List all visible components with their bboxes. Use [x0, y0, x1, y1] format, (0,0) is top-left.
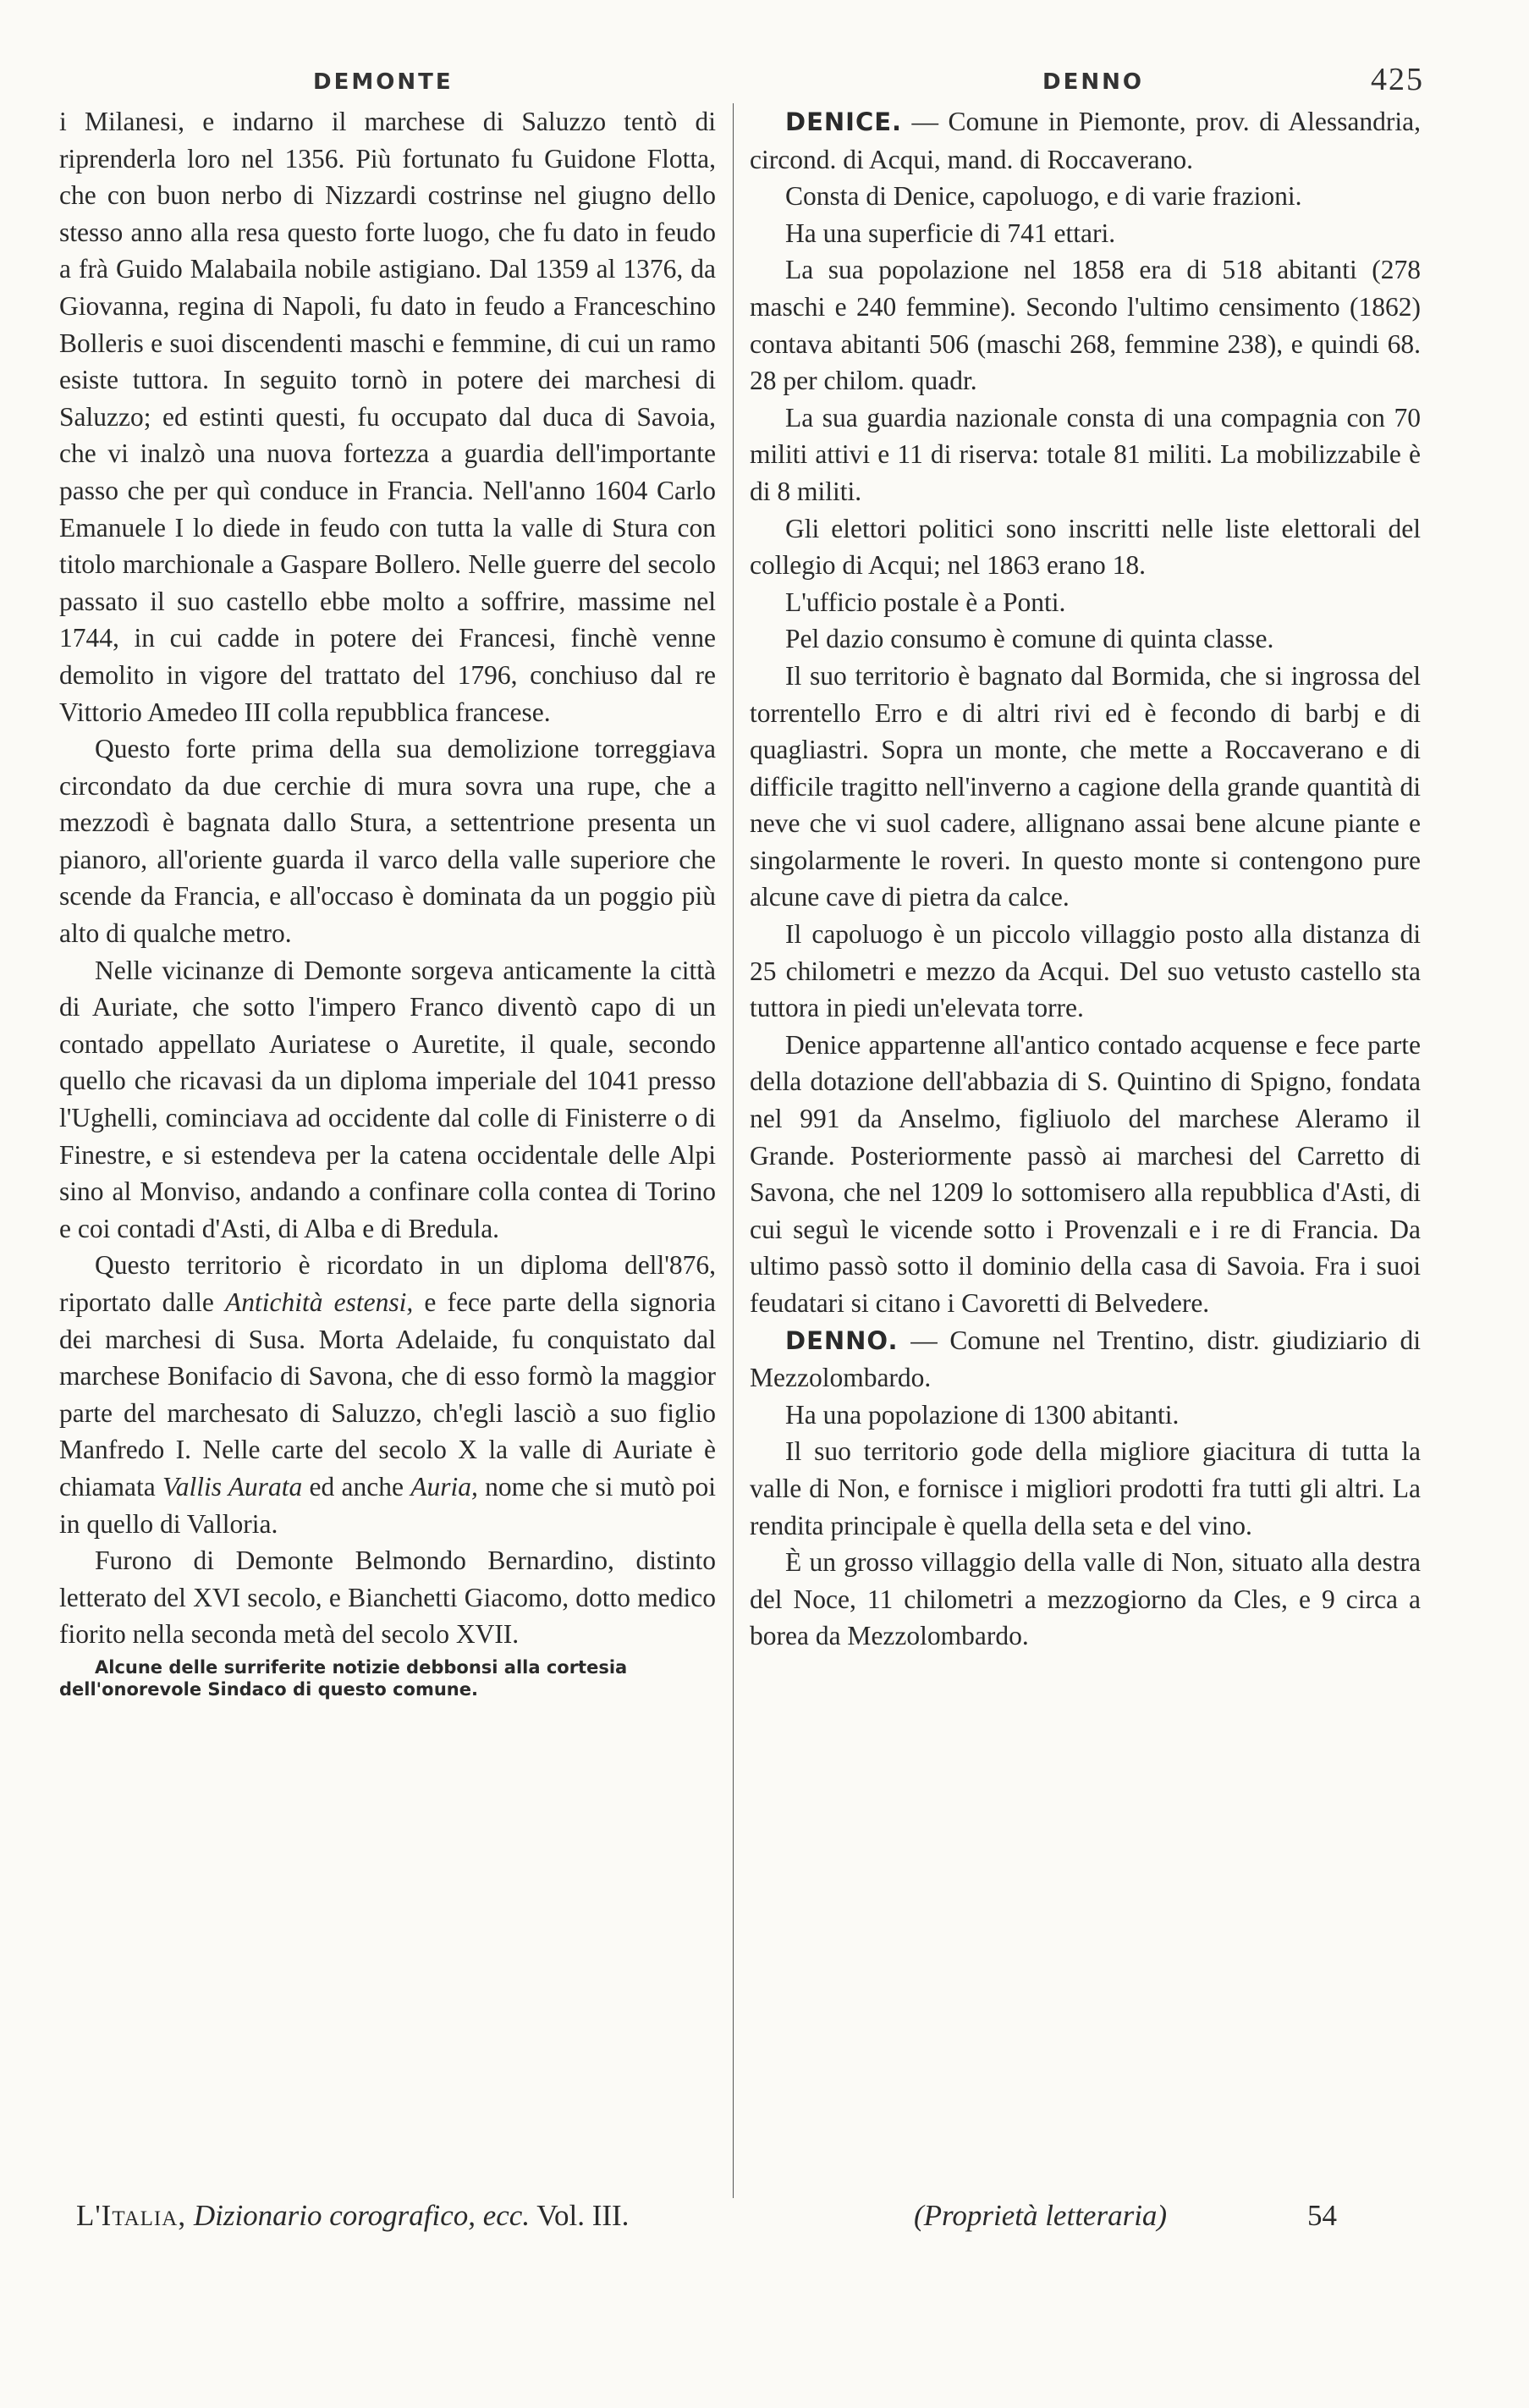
text-run: Questo territorio è ricordato in un diploma dell'876, riportato dalle [59, 1250, 716, 1317]
paragraph: La sua popolazione nel 1858 era di 518 abitanti (278 maschi e 240 femmine). Secondo l'ultimo censimento (1862) contava abitanti 506 (maschi 268, femmine 238), e quindi 68. 28 per chilom. quadr. [750, 255, 1421, 396]
entry-denno-heading [750, 1322, 1421, 1397]
paragraph: Ha una superficie di 741 ettari. [785, 218, 1116, 248]
paragraph [59, 1247, 716, 1542]
text-run: e fece parte della signoria dei marchesi di Susa. Morta Adelaide, fu conquistato dal marchese Bonifacio di Savona, che di esso formò la maggior parte del marchesato di Saluzzo, ch'egli lasciò a suo figlio Manfredo I. Nelle carte del secolo X la valle di Auriate è chiamata [59, 1287, 716, 1502]
page-number: 425 [1371, 62, 1424, 97]
footer-title-italic: Dizionario corografico, ecc. [193, 2199, 531, 2232]
running-head-right: DENNO [1042, 69, 1144, 95]
paragraph: Il suo territorio gode della migliore giacitura di tutta la valle di Non, e fornisce i migliori prodotti fra tutti gli altri. La rendita principale è quella della seta e del vino. [750, 1436, 1421, 1540]
paragraph: Questo forte prima della sua demolizione torreggiava circondato da due cerchie di mura sovra una rupe, che a mezzodì è bagnata dallo Stura, a settentrione presenta un pianoro, all'oriente guarda il varco della valle superiore che scende da Francia, e all'occaso è dominata da un poggio più alto di qualche metro. [59, 734, 716, 949]
footnote: Alcune delle surriferite notizie debbonsi alla cortesia dell'onorevole Sindaco di questo comune. [59, 1656, 628, 1700]
paragraph: Ha una popolazione di 1300 abitanti. [785, 1399, 1180, 1430]
footer-sheet-number: 54 [1307, 2199, 1337, 2232]
paragraph: La sua guardia nazionale consta di una compagnia con 70 militi attivi e 11 di riserva: totale 81 militi. La mobilizzabile è di 8 militi. [750, 402, 1421, 506]
entry-term: DENNO. [785, 1325, 899, 1355]
running-head-left: DEMONTE [313, 69, 454, 95]
right-column [750, 103, 1421, 1655]
paragraph: Gli elettori politici sono inscritti nelle liste elettorali del collegio di Acqui; nel 1863 erano 18. [750, 513, 1421, 581]
paragraph: L'ufficio postale è a Ponti. [785, 587, 1066, 617]
entry-term: DENICE. [785, 107, 903, 136]
paragraph: Pel dazio consumo è comune di quinta classe. [785, 624, 1274, 654]
left-column [59, 103, 716, 1700]
text-run: ed anche [302, 1471, 411, 1502]
italic-term: Vallis Aurata [162, 1471, 303, 1502]
paragraph: Il capoluogo è un piccolo villaggio posto alla distanza di 25 chilometri e mezzo da Acqui. Del suo vetusto castello sta tuttora in piedi un'elevata torre. [750, 919, 1421, 1023]
column-divider [733, 103, 734, 2198]
footer-title-caps: L'Italia, [76, 2199, 187, 2232]
entry-intro: — Comune nel Trentino, distr. giudiziario di Mezzolombardo. [750, 1325, 1421, 1393]
entry-intro: — Comune in Piemonte, prov. di Alessandria, circond. di Acqui, mand. di Roccaverano. [750, 107, 1421, 174]
italic-term: Auria, [410, 1471, 478, 1502]
paragraph: È un grosso villaggio della valle di Non, situato alla destra del Noce, 11 chilometri a mezzogiorno da Cles, e 9 circa a borea da Mezzolombardo. [750, 1547, 1421, 1651]
footer-title [76, 2199, 629, 2233]
paragraph: Denice appartenne all'antico contado acquense e fece parte della dotazione dell'abbazia di S. Quintino di Spigno, fondata nel 991 da Anselmo, figliuolo del marchese Aleramo il Grande. Posteriormente passò ai marchesi del Carretto di Savona, che nel 1209 lo sottomisero alla repubblica d'Asti, di cui seguì le vicende sotto i Provenzali e i re di Francia. Da ultimo passò sotto il dominio della casa di Savoia. Fra i suoi feudatari si citano i Cavoretti di Belvedere. [750, 1029, 1421, 1318]
paragraph: Il suo territorio è bagnato dal Bormida, che si ingrossa del torrentello Erro e di altri rivi ed è fecondo di barbj e di quagliastri. Sopra un monte, che mette a Roccaverano e di difficile tragitto nell'inverno a cagione della grande quantità di neve che vi suol cadere, allignano assai bene alcune piante e singolarmente le roveri. In questo monte si contengono pure alcune cave di pietra da calce. [750, 660, 1421, 912]
footer-rights: (Proprietà letteraria) [914, 2199, 1168, 2232]
italic-title: Antichità estensi, [224, 1287, 414, 1317]
paragraph: Furono di Demonte Belmondo Bernardino, distinto letterato del XVI secolo, e Bianchetti Giacomo, dotto medico fiorito nella seconda metà del secolo XVII. [59, 1546, 716, 1650]
paragraph: Consta di Denice, capoluogo, e di varie frazioni. [785, 181, 1302, 212]
paragraph: i Milanesi, e indarno il marchese di Saluzzo tentò di riprenderla loro nel 1356. Più fortunato fu Guidone Flotta, che con buon nerbo di Nizzardi costrinse nel giugno dello stesso anno alla resa questo forte luogo, che fu dato in feudo a frà Guido Malabaila nobile astigiano. Dal 1359 al 1376, da Giovanna, regina di Napoli, fu dato in feudo a Franceschino Bolleris e suoi discendenti maschi e femmine, di cui un ramo esiste tuttora. In seguito tornò in potere dei marchesi di Saluzzo; ed estinti questi, fu occupato dal duca di Savoia, che vi inalzò una nuova fortezza a guardia dell'importante passo che per quì conduce in Francia. Nell'anno 1604 Carlo Emanuele I lo diede in feudo con tutta la valle di Stura con titolo marchionale a Gaspare Bollero. Nelle guerre del secolo passato il suo castello ebbe molto a soffrire, massime nel 1744, in cui cadde in potere dei Francesi, finchè venne demolito in vigore del trattato del 1796, conchiuso dal re Vittorio Amedeo III colla repubblica francese. [59, 107, 716, 727]
paragraph: Nelle vicinanze di Demonte sorgeva anticamente la città di Auriate, che sotto l'impero Franco diventò capo di un contado appellato Auriatese o Auretite, il quale, secondo quello che ricavasi da un diploma imperiale del 1041 presso l'Ughelli, cominciava ad occidente dal colle di Finisterre o di Finestre, e si estendeva per la catena occidentale delle Alpi sino al Monviso, andando a confinare colla contea di Torino e coi contadi d'Asti, di Alba e di Bredula. [59, 955, 716, 1243]
text-run: nome che si mutò poi in quello di Valloria. [59, 1471, 716, 1539]
entry-denice-heading [750, 103, 1421, 178]
footer-volume: Vol. III. [536, 2199, 630, 2232]
